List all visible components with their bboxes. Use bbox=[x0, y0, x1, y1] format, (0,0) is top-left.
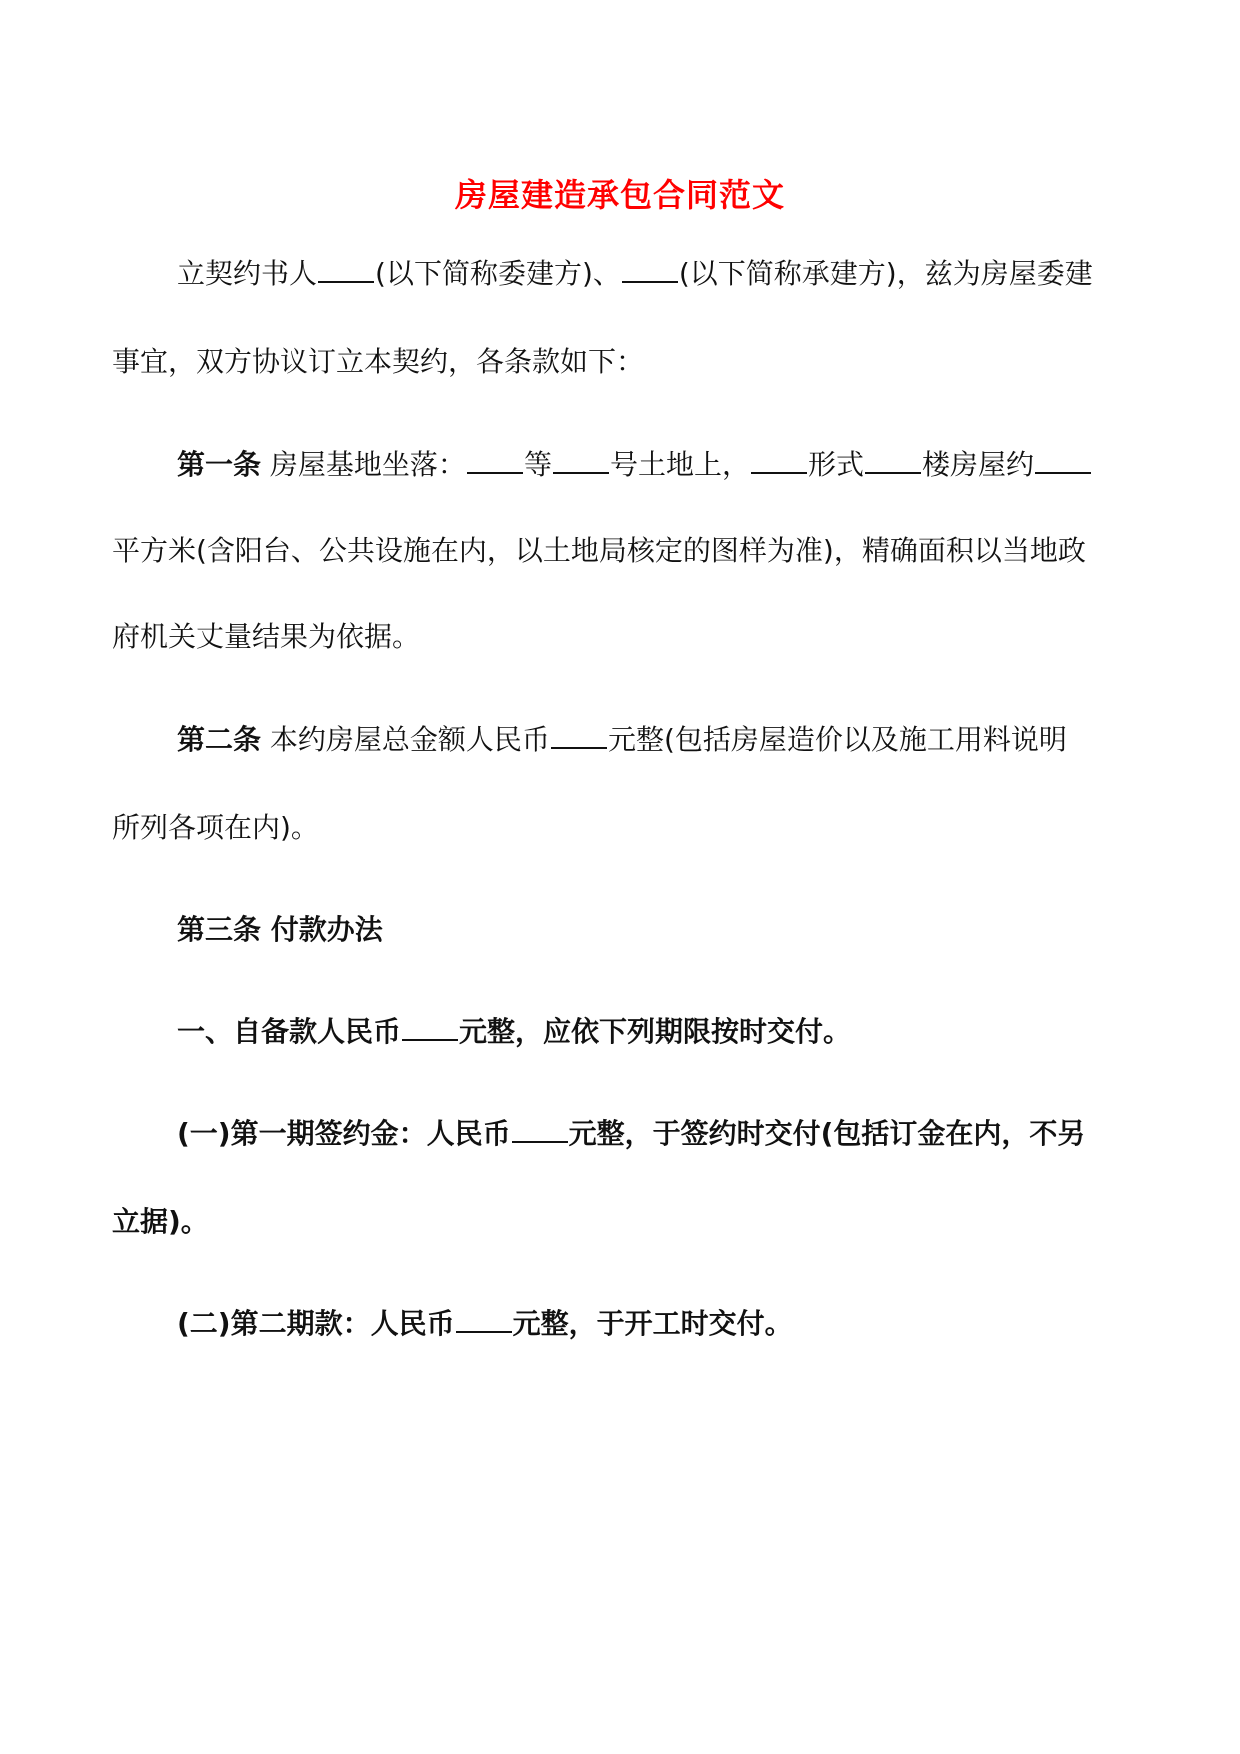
blank-field[interactable] bbox=[402, 1013, 458, 1041]
blank-field[interactable] bbox=[751, 446, 807, 474]
document-title: 房屋建造承包合同范文 bbox=[454, 176, 785, 214]
article-2-line-1 bbox=[177, 720, 1067, 760]
payment-sub-1-line-1 bbox=[177, 1114, 1085, 1154]
article-1-line-3: 府机关丈量结果为依据。 bbox=[112, 620, 421, 653]
payment-item-1 bbox=[177, 1012, 851, 1052]
article-label: 第一条 bbox=[177, 448, 262, 481]
article-3-heading: 第三条 付款办法 bbox=[177, 913, 383, 946]
payment-text: 元整，于签约时交付(包括订金在内，不另 bbox=[568, 1117, 1086, 1150]
article-1-line-1 bbox=[177, 445, 1092, 485]
article-2-line-2: 所列各项在内)。 bbox=[112, 811, 319, 844]
article-text: 形式 bbox=[807, 448, 864, 481]
article-1-line-2: 平方米(含阳台、公共设施在内，以土地局核定的图样为准)，精确面积以当地政 bbox=[112, 534, 1086, 567]
payment-text: 元整，应依下列期限按时交付。 bbox=[459, 1015, 852, 1048]
blank-field[interactable] bbox=[456, 1305, 512, 1333]
blank-field[interactable] bbox=[551, 721, 607, 749]
article-label: 第二条 bbox=[177, 723, 262, 756]
blank-field[interactable] bbox=[318, 255, 374, 283]
payment-text: 一、自备款人民币 bbox=[177, 1015, 402, 1048]
intro-text: 立契约书人 bbox=[177, 257, 318, 290]
article-text: 楼房屋约 bbox=[921, 448, 1034, 481]
intro-line-2: 事宜，双方协议订立本契约，各条款如下： bbox=[112, 345, 645, 378]
payment-text: 元整，于开工时交付。 bbox=[512, 1307, 793, 1340]
intro-text: (以下简称承建方)，兹为房屋委建 bbox=[678, 257, 1093, 290]
payment-sub-1-line-2: 立据)。 bbox=[112, 1205, 209, 1238]
intro-text: (以下简称委建方)、 bbox=[375, 257, 621, 290]
payment-text: (二)第二期款：人民币 bbox=[177, 1307, 455, 1340]
blank-field[interactable] bbox=[553, 446, 609, 474]
article-text: 号土地上， bbox=[609, 448, 750, 481]
article-text: 房屋基地坐落： bbox=[269, 448, 466, 481]
payment-sub-2 bbox=[177, 1304, 793, 1344]
blank-field[interactable] bbox=[467, 446, 523, 474]
article-text: 本约房屋总金额人民币 bbox=[269, 723, 550, 756]
payment-text: (一)第一期签约金：人民币 bbox=[177, 1117, 511, 1150]
article-text: 等 bbox=[523, 448, 552, 481]
blank-field[interactable] bbox=[1035, 446, 1091, 474]
intro-line-1 bbox=[177, 254, 1093, 294]
blank-field[interactable] bbox=[622, 255, 678, 283]
blank-field[interactable] bbox=[512, 1115, 568, 1143]
blank-field[interactable] bbox=[865, 446, 921, 474]
article-text: 元整(包括房屋造价以及施工用料说明 bbox=[607, 723, 1067, 756]
